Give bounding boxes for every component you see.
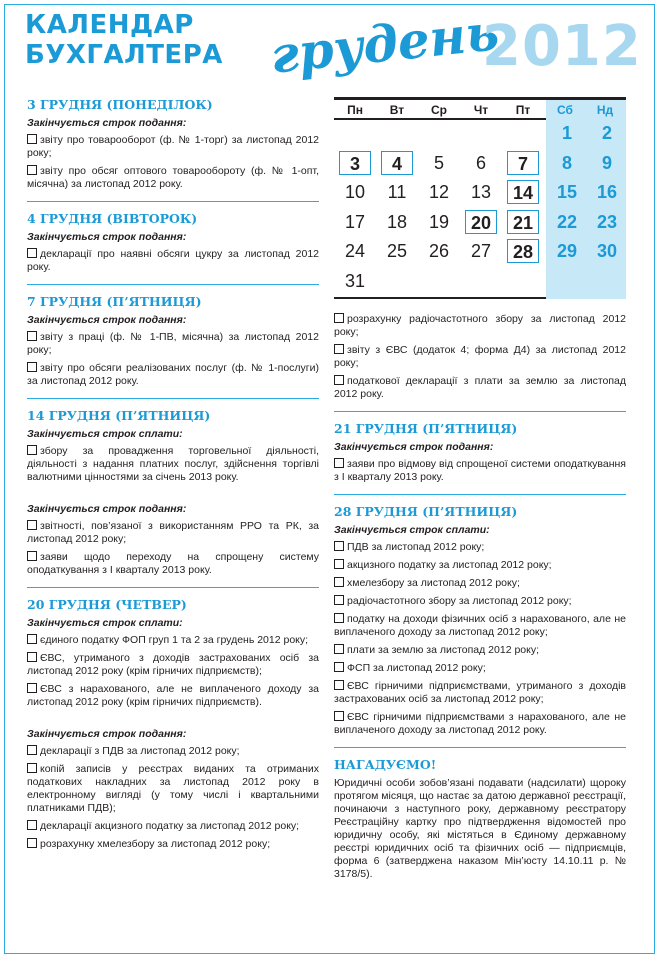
weekday-label: Нд [596, 103, 614, 117]
item-text: звіту з ЄВС (додаток 4; форма Д4) за листопад 2012 року; [334, 344, 626, 369]
checklist-item [334, 559, 626, 572]
calendar-day: 26 [428, 241, 450, 261]
weekday-label: Пн [347, 103, 363, 117]
checklist-item [27, 634, 319, 647]
deadline-subheading: Закінчується строк сплати: [27, 428, 183, 440]
checkbox[interactable] [334, 577, 344, 587]
checkbox[interactable] [334, 711, 344, 721]
checkbox[interactable] [27, 362, 37, 372]
item-text: ЄВС гірничими підприємствами, утриманого з доходів застрахованих осіб за листопад 2012 року; [334, 680, 626, 705]
item-text: копій записів у реєстрах виданих та отриманих податкових накладних за листопад 2012 року в електронному вигляді (у тому числі і квартальними платниками ПДВ); [27, 763, 319, 814]
checkbox[interactable] [27, 634, 37, 644]
checkbox[interactable] [27, 820, 37, 830]
calendar-day: 30 [596, 241, 618, 261]
checklist-item [27, 683, 319, 709]
calendar-day: 22 [556, 211, 578, 232]
item-text: податкової декларації з плати за землю за листопад 2012 року. [334, 375, 626, 400]
item-text: звіту про обсяг оптового товарообороту (ф. № 1-опт, місячна) за листопад 2012 року. [27, 165, 319, 190]
checkbox[interactable] [334, 644, 344, 654]
checklist-item [27, 520, 319, 546]
checkbox[interactable] [27, 445, 37, 455]
header-rule [334, 118, 546, 120]
checkbox[interactable] [334, 375, 344, 385]
item-text: ФСП за листопад 2012 року; [347, 662, 486, 674]
checkbox[interactable] [334, 458, 344, 468]
calendar-day: 12 [428, 182, 450, 202]
weekday-header [334, 97, 626, 119]
weekday-label: Ср [431, 103, 447, 117]
checklist-item [334, 680, 626, 706]
calendar-day: 31 [344, 270, 366, 291]
calendar-day: 16 [596, 182, 618, 202]
calendar-day: 17 [344, 211, 366, 232]
checkbox[interactable] [27, 248, 37, 258]
item-text: звітності, пов’язаної з використанням РРО та РК, за листопад 2012 року; [27, 520, 319, 545]
deadline-subheading: Закінчується строк подання: [334, 441, 494, 453]
checkbox[interactable] [27, 652, 37, 662]
calendar-day: 20 [465, 210, 497, 234]
calendar-day: 25 [386, 241, 408, 261]
checkbox[interactable] [27, 134, 37, 144]
item-text: заяви щодо переходу на спрощену систему оподаткування з I кварталу 2013 року. [27, 551, 319, 576]
calendar-day: 19 [428, 211, 450, 232]
section-divider [27, 201, 319, 202]
calendar-day: 4 [381, 151, 413, 175]
title-line-1: КАЛЕНДАР [25, 10, 194, 40]
deadline-subheading: Закінчується строк подання: [27, 231, 187, 243]
date-heading: НАГАДУЄМО! [334, 757, 437, 772]
deadline-subheading: Закінчується строк подання: [27, 503, 187, 515]
checklist-item [27, 763, 319, 815]
checklist-item [334, 541, 626, 554]
calendar-day: 15 [556, 182, 578, 202]
calendar-day: 23 [596, 211, 618, 232]
date-heading: 21 ГРУДНЯ (П’ЯТНИЦЯ) [334, 421, 518, 436]
checklist-item [27, 248, 319, 274]
date-heading: 28 ГРУДНЯ (П’ЯТНИЦЯ) [334, 504, 518, 519]
calendar-day: 13 [470, 182, 492, 202]
item-text: декларації про наявні обсяги цукру за листопад 2012 року. [27, 248, 319, 273]
item-text: декларації акцизного податку за листопад 2012 року; [40, 820, 300, 832]
checkbox[interactable] [334, 595, 344, 605]
date-heading: 4 ГРУДНЯ (ВІВТОРОК) [27, 211, 198, 226]
item-text: декларації з ПДВ за листопад 2012 року; [40, 745, 240, 757]
checkbox[interactable] [27, 763, 37, 773]
left-column [27, 98, 319, 856]
calendar-day: 3 [339, 151, 371, 175]
checkbox[interactable] [334, 559, 344, 569]
checklist-item [27, 362, 319, 388]
checkbox[interactable] [27, 331, 37, 341]
checklist-item [27, 331, 319, 357]
calendar-day: 24 [344, 241, 366, 261]
item-text: ПДВ за листопад 2012 року; [347, 541, 485, 553]
weekday-label: Вт [389, 103, 405, 117]
checklist-item [27, 445, 319, 484]
calendar-day: 18 [386, 211, 408, 232]
checklist-item [27, 165, 319, 191]
checkbox[interactable] [334, 613, 344, 623]
calendar-day: 1 [561, 123, 572, 143]
item-text: звіту з праці (ф. № 1-ПВ, місячна) за листопад 2012 року; [27, 331, 319, 356]
checklist-item [27, 652, 319, 678]
item-text: ЄВС, утриманого з доходів застрахованих осіб за листопад 2012 року (крім гірничих підприємств); [27, 652, 319, 677]
checkbox[interactable] [27, 683, 37, 693]
checklist-item [334, 344, 626, 370]
deadline-subheading: Закінчується строк сплати: [334, 524, 490, 536]
date-heading: 14 ГРУДНЯ (П’ЯТНИЦЯ) [27, 408, 211, 423]
right-column [334, 313, 626, 881]
item-text: радіочастотного збору за листопад 2012 року; [347, 595, 572, 607]
item-text: звіту про обсяги реалізованих послуг (ф. № 1-послуги) за листопад 2012 року. [27, 362, 319, 387]
checklist-item [334, 577, 626, 590]
month-title: грудень [267, 2, 502, 85]
checkbox[interactable] [334, 541, 344, 551]
checkbox[interactable] [334, 662, 344, 672]
weekday-label: Пт [515, 103, 531, 117]
checkbox[interactable] [334, 680, 344, 690]
section-divider [334, 494, 626, 495]
calendar-day: 2 [601, 123, 612, 143]
item-text: податку на доходи фізичних осіб з нарахованого, але не виплаченого доходу за листопад 2012 року; [334, 613, 626, 638]
calendar-day: 29 [556, 241, 578, 261]
date-heading: 20 ГРУДНЯ (ЧЕТВЕР) [27, 597, 187, 612]
item-text: заяви про відмову від спрощеної системи оподаткування з I кварталу 2013 року. [334, 458, 626, 483]
checklist-item [27, 134, 319, 160]
checkbox[interactable] [27, 838, 37, 848]
deadline-subheading: Закінчується строк сплати: [27, 617, 183, 629]
checklist-item [27, 820, 319, 833]
calendar-bottom-rule [334, 297, 546, 299]
item-text: розрахунку радіочастотного збору за листопад 2012 року; [334, 313, 626, 338]
calendar-day: 11 [387, 182, 407, 202]
deadline-subheading: Закінчується строк подання: [27, 117, 187, 129]
item-text: звіту про товарооборот (ф. № 1-торг) за листопад 2012 року; [27, 134, 319, 159]
section-divider [334, 747, 626, 748]
checkbox[interactable] [334, 344, 344, 354]
month-calendar [334, 97, 626, 299]
item-text: розрахунку хмелезбору за листопад 2012 року; [40, 838, 271, 850]
calendar-day: 14 [507, 180, 539, 204]
checkbox[interactable] [334, 313, 344, 323]
calendar-day: 7 [507, 151, 539, 175]
section-divider [334, 411, 626, 412]
checklist-item [334, 711, 626, 737]
item-text: ЄВС з нарахованого, але не виплаченого доходу за листопад 2012 року (крім гірничих підприємств). [27, 683, 319, 708]
checklist-item [334, 662, 626, 675]
date-heading: 7 ГРУДНЯ (П’ЯТНИЦЯ) [27, 294, 202, 309]
deadline-subheading: Закінчується строк подання: [27, 728, 187, 740]
item-text: збору за провадження торговельної діяльності, діяльності з надання платних послуг, здійснення торгівлі валютними цінностями за січень 2013 року. [27, 445, 319, 483]
checklist-item [27, 838, 319, 851]
checklist-item [334, 458, 626, 484]
checkbox[interactable] [27, 165, 37, 175]
calendar-day: 5 [433, 152, 444, 173]
section-divider [27, 398, 319, 399]
date-heading: 3 ГРУДНЯ (ПОНЕДІЛОК) [27, 97, 213, 112]
checkbox[interactable] [27, 745, 37, 755]
calendar-day: 28 [507, 239, 539, 263]
weekday-label: Чт [473, 103, 489, 117]
checklist-item [334, 595, 626, 608]
year-title: 2012 [482, 14, 642, 79]
spacer [27, 714, 319, 728]
calendar-day: 9 [601, 152, 612, 173]
item-text: акцизного податку за листопад 2012 року; [347, 559, 552, 571]
weekday-label: Сб [557, 103, 573, 117]
checkbox[interactable] [27, 520, 37, 530]
calendar-day: 6 [475, 152, 486, 173]
calendar-day: 8 [561, 152, 572, 173]
checklist-item [27, 551, 319, 577]
section-divider [27, 284, 319, 285]
item-text: плати за землю за листопад 2012 року; [347, 644, 540, 656]
checkbox[interactable] [27, 551, 37, 561]
deadline-subheading: Закінчується строк подання: [27, 314, 187, 326]
spacer [27, 489, 319, 503]
reminder-text: Юридичні особи зобов’язані подавати (надсилати) щороку протягом місяця, що настає за датою державної реєстрації, починаючи з наступного року, державному реєстратору Реєстраційну картку про підтвердження відомостей про юридичну особу, які містяться в Єдиному державному реєстрі юридичних осіб та фізичних осіб — підприємців, форма 6 (затверджена наказом Мін’юсту 14.10.11 р. № 3178/5). [334, 777, 626, 880]
checklist-item [27, 745, 319, 758]
calendar-day: 21 [507, 210, 539, 234]
checklist-item [334, 313, 626, 339]
checklist-item [334, 613, 626, 639]
page-title [25, 10, 223, 70]
checklist-item [334, 375, 626, 401]
section-divider [27, 587, 319, 588]
calendar-day: 27 [470, 241, 492, 261]
checklist-item [334, 644, 626, 657]
calendar-day: 10 [344, 182, 366, 202]
item-text: хмелезбору за листопад 2012 року; [347, 577, 520, 589]
item-text: єдиного податку ФОП груп 1 та 2 за грудень 2012 року; [40, 634, 309, 646]
item-text: ЄВС гірничими підприємствами з нарахованого, але не виплаченого доходу за листопад 2012 року. [334, 711, 626, 736]
title-line-2: БУХГАЛТЕРА [25, 40, 223, 70]
